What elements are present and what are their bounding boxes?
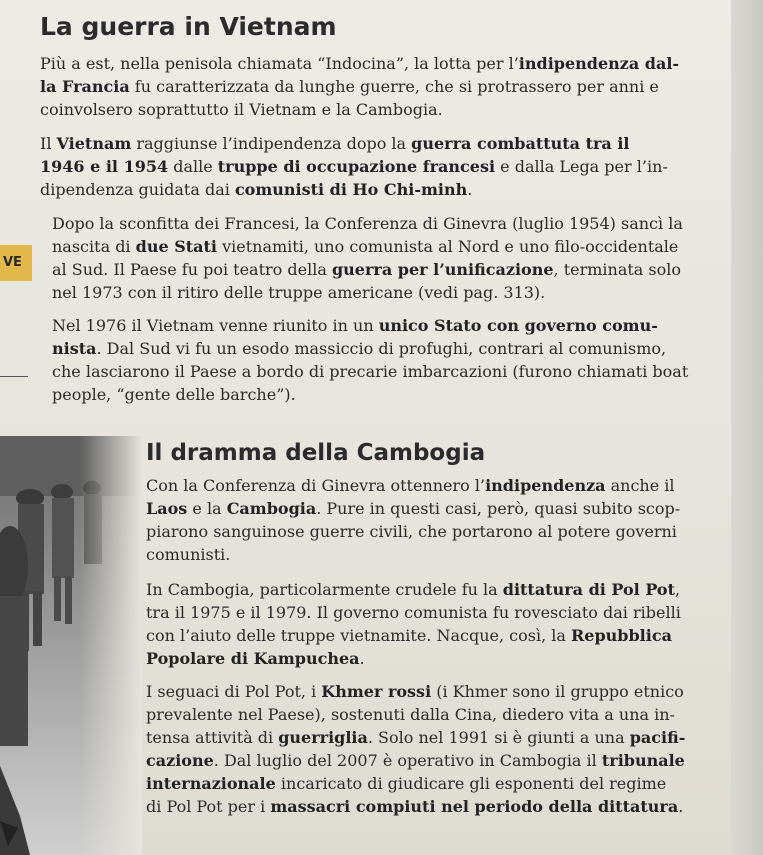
bold-phrase: due Stati <box>135 237 217 256</box>
text-run: Dopo la sconfitta dei Francesi, la Conferenza di Ginevra (luglio 1954) sancì la <box>52 214 683 233</box>
text-run: . Dal Sud vi fu un esodo massiccio di profughi, contrari al comunismo, <box>96 339 667 358</box>
text-line <box>146 497 680 520</box>
text-run: di Pol Pot per i <box>146 797 271 816</box>
paragraph <box>52 212 683 304</box>
bold-phrase: tribunale <box>601 751 685 770</box>
text-line <box>40 98 679 121</box>
paragraph <box>52 314 688 406</box>
bold-phrase: Popolare di Kampuchea <box>146 649 360 668</box>
text-run: anche il <box>605 476 675 495</box>
text-run: coinvolsero soprattutto il Vietnam e la Cambogia. <box>40 100 443 119</box>
text-run: . Solo nel 1991 si è giunti a una <box>367 728 630 747</box>
text-run: tra il 1975 e il 1979. Il governo comunista fu rovesciato dai ribelli <box>146 603 681 622</box>
bold-phrase: unico Stato con governo comu- <box>378 316 658 335</box>
text-line <box>146 624 681 647</box>
text-line <box>146 680 685 703</box>
text-line <box>40 75 679 98</box>
text-line <box>146 647 681 670</box>
text-line <box>146 726 685 749</box>
text-run: incaricato di giudicare gli esponenti del regime <box>275 774 667 793</box>
text-line <box>40 178 668 201</box>
text-run: In Cambogia, particolarmente crudele fu la <box>146 580 503 599</box>
text-line <box>40 132 668 155</box>
photo-fade <box>80 436 142 855</box>
page-edge-bar <box>731 0 763 855</box>
paragraph <box>146 680 685 818</box>
text-run: . Dal luglio del 2007 è operativo in Cambogia il <box>213 751 602 770</box>
text-run: nel 1973 con il ritiro delle truppe americane (vedi pag. 313). <box>52 283 546 302</box>
bold-phrase: guerriglia <box>278 728 368 747</box>
paragraph <box>40 52 679 121</box>
text-line <box>52 383 688 406</box>
text-line <box>40 52 679 75</box>
text-run: . Pure in questi casi, però, quasi subito scop- <box>316 499 681 518</box>
text-line <box>52 235 683 258</box>
bold-phrase: Cambogia <box>226 499 317 518</box>
text-run: . <box>359 649 365 668</box>
text-line <box>52 212 683 235</box>
bold-phrase: indipendenza <box>485 476 606 495</box>
text-run: I seguaci di Pol Pot, i <box>146 682 322 701</box>
text-line <box>146 703 685 726</box>
text-line <box>52 258 683 281</box>
text-line <box>146 795 685 818</box>
paragraph <box>146 474 680 566</box>
bold-phrase: truppe di occupazione francesi <box>217 157 496 176</box>
bold-phrase: comunisti di Ho Chi-minh <box>234 180 468 199</box>
text-run: vietnamiti, uno comunista al Nord e uno filo-occidentale <box>217 237 679 256</box>
text-run: Con la Conferenza di Ginevra ottennero l’ <box>146 476 486 495</box>
section-title-vietnam: La guerra in Vietnam <box>40 12 337 41</box>
text-run: Nel 1976 il Vietnam venne riunito in un <box>52 316 379 335</box>
bold-phrase: la Francia <box>40 77 130 96</box>
text-line <box>146 601 681 624</box>
bold-phrase: guerra per l’unificazione <box>331 260 554 279</box>
bold-phrase: nista <box>52 339 97 358</box>
text-run: al Sud. Il Paese fu poi teatro della <box>52 260 332 279</box>
bold-phrase: 1946 e il 1954 <box>40 157 169 176</box>
bold-phrase: Khmer rossi <box>321 682 432 701</box>
bold-phrase: Repubblica <box>571 626 672 645</box>
text-line <box>40 155 668 178</box>
text-run: e la <box>187 499 227 518</box>
soldiers-photo <box>0 436 142 855</box>
bold-phrase: dittatura di Pol Pot <box>502 580 675 599</box>
text-line <box>52 360 688 383</box>
text-run: people, “gente delle barche”). <box>52 385 296 404</box>
text-run: . <box>678 797 684 816</box>
text-run: piarono sanguinose guerre civili, che portarono al potere governi <box>146 522 677 541</box>
text-line <box>52 314 688 337</box>
text-run: dipendenza guidata dai <box>40 180 235 199</box>
text-run: comunisti. <box>146 545 231 564</box>
bold-phrase: Laos <box>146 499 188 518</box>
text-line <box>146 772 685 795</box>
text-run: , terminata solo <box>553 260 682 279</box>
bold-phrase: massacri compiuti nel periodo della dittatura <box>270 797 679 816</box>
text-run: fu caratterizzata da lunghe guerre, che si protrassero per anni e <box>129 77 659 96</box>
text-run: e dalla Lega per l’in- <box>495 157 668 176</box>
section-title-cambogia: Il dramma della Cambogia <box>146 440 486 466</box>
text-run: raggiunse l’indipendenza dopo la <box>131 134 412 153</box>
text-run: prevalente nel Paese), sostenuti dalla Cina, diedero vita a una in- <box>146 705 675 724</box>
paragraph <box>146 578 681 670</box>
text-line <box>52 281 683 304</box>
bold-phrase: internazionale <box>146 774 276 793</box>
bold-phrase: Vietnam <box>56 134 132 153</box>
bold-phrase: guerra combattuta tra il <box>411 134 630 153</box>
text-run: , <box>675 580 681 599</box>
text-line <box>52 337 688 360</box>
text-line <box>146 543 680 566</box>
text-line <box>146 474 680 497</box>
text-run: con l’aiuto delle truppe vietnamite. Nacque, così, la <box>146 626 571 645</box>
margin-rule <box>0 376 28 377</box>
text-line <box>146 749 685 772</box>
text-run: Più a est, nella penisola chiamata “Indocina”, la lotta per l’ <box>40 54 519 73</box>
text-run: . <box>467 180 473 199</box>
text-run: dalle <box>168 157 218 176</box>
bold-phrase: indipendenza dal- <box>518 54 680 73</box>
bold-phrase: pacifi- <box>629 728 686 747</box>
text-run: Il <box>40 134 57 153</box>
text-run: (i Khmer sono il gruppo etnico <box>431 682 684 701</box>
text-run: tensa attività di <box>146 728 279 747</box>
bold-phrase: cazione <box>146 751 214 770</box>
text-line <box>146 520 680 543</box>
text-run: che lasciarono il Paese a bordo di precarie imbarcazioni (furono chiamati boat <box>52 362 689 381</box>
text-run: nascita di <box>52 237 136 256</box>
paragraph <box>40 132 668 201</box>
text-line <box>146 578 681 601</box>
margin-tab: VE <box>0 245 32 281</box>
